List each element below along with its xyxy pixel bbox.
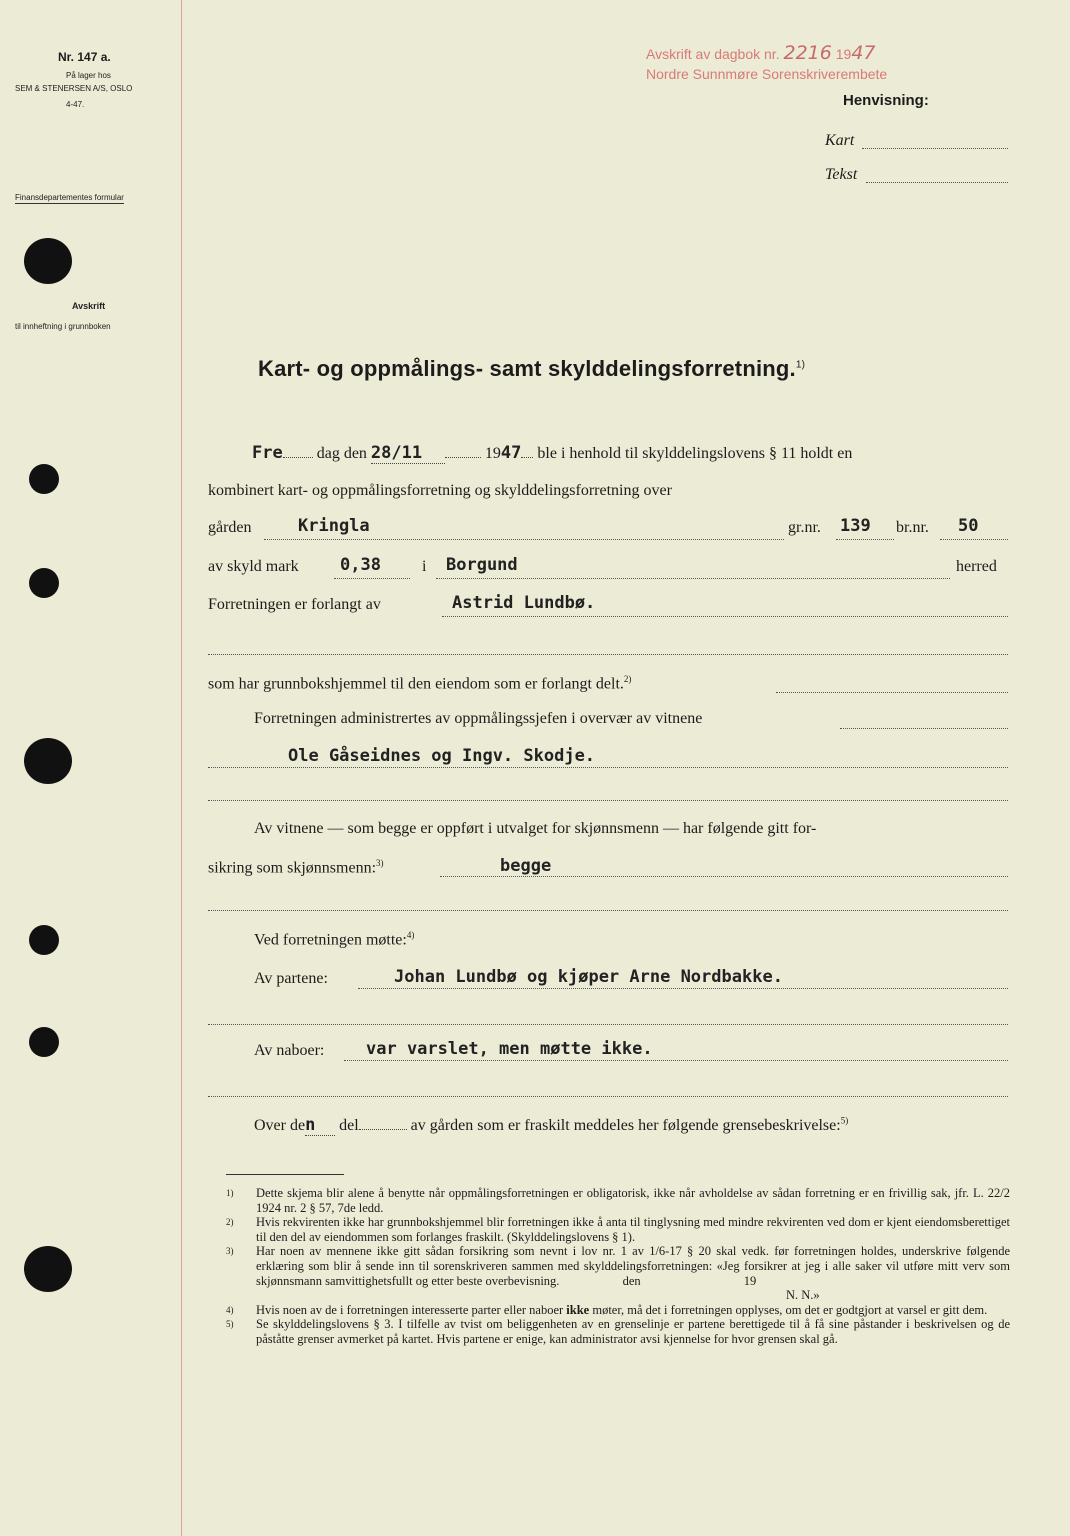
title-text: Kart- og oppmålings- samt skylddelingsforretning. <box>258 356 796 381</box>
kart-label: Kart <box>825 132 855 149</box>
partene-label: Av partene: <box>254 970 328 987</box>
forlangt-label: Forretningen er forlangt av <box>208 596 381 613</box>
herred-label: herred <box>956 558 997 575</box>
stamp-year: 47 <box>851 42 876 64</box>
forsikring-label: sikring som skjønnsmenn: <box>208 859 377 877</box>
grnr-value: 139 <box>840 516 871 536</box>
grunnbok-footnote-ref: 2) <box>623 674 632 684</box>
i-label: i <box>422 558 427 575</box>
footnote-text <box>256 1303 1010 1318</box>
over-footnote-ref: 5) <box>840 1115 849 1126</box>
forsikring-value: begge <box>500 856 552 876</box>
stamp-line1: Avskrift av dagbok nr. <box>646 46 780 62</box>
henvisning-label: Henvisning: <box>843 92 929 109</box>
footnote-5 <box>226 1317 1010 1346</box>
binder-hole <box>24 238 72 284</box>
footnote-4-text-b: møter, må det i forretningen opplyses, om det er godtgjort at varsel er gitt dem. <box>589 1302 988 1317</box>
year-value: 47 <box>500 443 522 463</box>
dagbok-number: 2216 <box>783 42 832 64</box>
garden-line <box>264 539 784 540</box>
binder-hole <box>24 1246 72 1292</box>
avskrift-label: Avskrift <box>72 301 106 311</box>
footnotes <box>226 1186 1010 1347</box>
vitner-value: Ole Gåseidnes og Ingv. Skodje. <box>288 746 596 766</box>
avskrift-sub: til innheftning i grunnboken <box>15 322 111 331</box>
blank-line-2 <box>208 800 1008 801</box>
naboer-label: Av naboer: <box>254 1042 325 1059</box>
dagbok-stamp <box>646 42 876 64</box>
garden-label: gården <box>208 519 252 536</box>
binder-hole <box>29 925 59 955</box>
footnote-3 <box>226 1244 1010 1302</box>
grnr-label: gr.nr. <box>788 519 821 536</box>
garden-value: Kringla <box>298 516 370 536</box>
grunnbok-line <box>776 692 1008 693</box>
footnote-1 <box>226 1186 1010 1215</box>
skyld-label: av skyld mark <box>208 558 299 575</box>
footnote-3-den: den <box>622 1273 641 1288</box>
partene-line <box>358 988 1008 989</box>
over-text <box>254 1115 848 1136</box>
margin-line <box>181 0 182 1536</box>
stamp-year-prefix: 19 <box>835 46 852 62</box>
over-den-label: Over de <box>254 1117 306 1134</box>
binder-hole <box>24 738 72 784</box>
grensebeskrivelse-label: av gården som er fraskilt meddeles her følgende grensebeskrivelse: <box>410 1117 841 1134</box>
brnr-line <box>940 539 1008 540</box>
date-value: 28/11 <box>371 443 445 464</box>
motte-text <box>254 930 414 949</box>
footnote-number: 3) <box>226 1246 234 1257</box>
forsikring-line <box>440 876 1008 877</box>
naboer-line <box>344 1060 1008 1061</box>
footnote-number: 1) <box>226 1188 234 1198</box>
footnote-number: 2) <box>226 1217 234 1228</box>
brnr-value: 50 <box>958 516 979 536</box>
publisher-line2: SEM & STENERSEN A/S, OSLO <box>15 84 133 93</box>
kart-line <box>862 148 1008 149</box>
partene-value: Johan Lundbø og kjøper Arne Nordbakke. <box>394 967 783 987</box>
del-label: del <box>339 1117 359 1134</box>
herred-line <box>436 578 950 579</box>
naboer-value: var varslet, men møtte ikke. <box>366 1039 653 1059</box>
footnote-number: 5) <box>226 1319 234 1330</box>
blank-line <box>208 654 1008 655</box>
binder-hole <box>29 1027 59 1057</box>
tekst-label: Tekst <box>825 166 858 183</box>
binder-hole <box>29 568 59 598</box>
tekst-line <box>866 182 1008 183</box>
over-den-value: n <box>305 1115 335 1136</box>
motte-label: Ved forretningen møtte: <box>254 931 407 949</box>
footnote-2 <box>226 1215 1010 1244</box>
motte-footnote-ref: 4) <box>406 930 415 940</box>
footnote-text: Dette skjema blir alene å benytte når oppmålingsforretningen er obligatorisk, ikke når avholdelse av sådan forretning er en frivillig sak, jfr. L. 22/2 1924 nr. 2 § 57, 7de ledd. <box>256 1186 1010 1215</box>
title-footnote-ref: 1) <box>795 359 806 371</box>
admin-line <box>840 728 1008 729</box>
footnote-3-signature: N. N.» <box>786 1288 820 1303</box>
kombinert-line: kombinert kart- og oppmålingsforretning og skylddelingsforretning over <box>208 482 672 499</box>
footnote-4-bold: ikke <box>566 1302 590 1317</box>
skyld-value: 0,38 <box>340 555 381 575</box>
footnote-3-text: Har noen av mennene ikke gitt sådan forsikring som nevnt i lov nr. 1 av 1/6-17 § 20 skal vedk. før forretningen holdes, underskrive følgende erklæring som blir å sende inn til sorenskriveren sammen med skylddelingsforretningen: «Jeg forsikrer at jeg i alle saker vil utføre mitt verv som skjønnsmann samvittighetsfullt og etter beste overbevisning. <box>256 1244 1010 1288</box>
footnote-4-text-a: Hvis noen av de i forretningen interesserte parter eller naboer <box>256 1302 567 1317</box>
vitner-para2 <box>208 858 384 877</box>
footnote-text <box>256 1244 1010 1302</box>
blank-line-3 <box>208 910 1008 911</box>
grunnbok-text <box>208 674 631 693</box>
footnote-separator <box>226 1174 344 1175</box>
admin-text: Forretningen administrertes av oppmålingssjefen i overvær av vitnene <box>254 710 703 727</box>
forlangt-value: Astrid Lundbø. <box>452 593 596 613</box>
grnr-line <box>836 539 894 540</box>
footnote-text: Se skylddelingslovens § 3. I tilfelle av tvist om beliggenheten av en grenselinje er partene berettigede til å få sine påstander i beskrivelsen og de påståtte grenser avmerket på kartet. Hvis partene er enige, kan administrator avsi kjennelse for hvor grensen skal gå. <box>256 1317 1010 1346</box>
year-prefix: 19 <box>484 445 501 462</box>
herred-value: Borgund <box>446 555 518 575</box>
binder-hole <box>29 464 59 494</box>
blank-line-5 <box>208 1096 1008 1097</box>
brnr-label: br.nr. <box>896 519 929 536</box>
blank-line-4 <box>208 1024 1008 1025</box>
publisher-line1: På lager hos <box>66 71 111 80</box>
footnote-text: Hvis rekvirenten ikke har grunnbokshjemmel blir forretningen ikke å anta til tinglysning med mindre rekvirenten ved dom er kjent eiendomsberettiget til den del av eiendommen som forlanges fraskilt. (Skylddelingslovens § 1). <box>256 1215 1010 1244</box>
stamp-office: Nordre Sunnmøre Sorenskriverembete <box>646 66 888 82</box>
vitner-line <box>208 767 1008 768</box>
skyld-line <box>334 578 410 579</box>
form-edition: 4-47. <box>66 100 85 109</box>
form-number: Nr. 147 a. <box>58 50 111 64</box>
document-title <box>258 356 805 382</box>
vitner-para1: Av vitnene — som begge er oppført i utvalget for skjønnsmenn — har følgende gitt for- <box>254 820 817 837</box>
footnote-number: 4) <box>226 1304 234 1315</box>
footnote-3-year: 19 <box>743 1273 757 1288</box>
forlangt-line <box>442 616 1008 617</box>
weekday-value: Fre <box>252 443 283 463</box>
formular-label: Finansdepartementes formular <box>15 193 124 202</box>
holdt-text: ble i henhold til skylddelingslovens § 11 holdt en <box>537 445 853 462</box>
vitner-footnote-ref: 3) <box>376 858 384 868</box>
date-line <box>252 443 852 464</box>
footnote-4 <box>226 1303 1010 1318</box>
dag-den-label: dag den <box>316 445 367 462</box>
grunnbok-label: som har grunnbokshjemmel til den eiendom som er forlangt delt. <box>208 675 624 693</box>
